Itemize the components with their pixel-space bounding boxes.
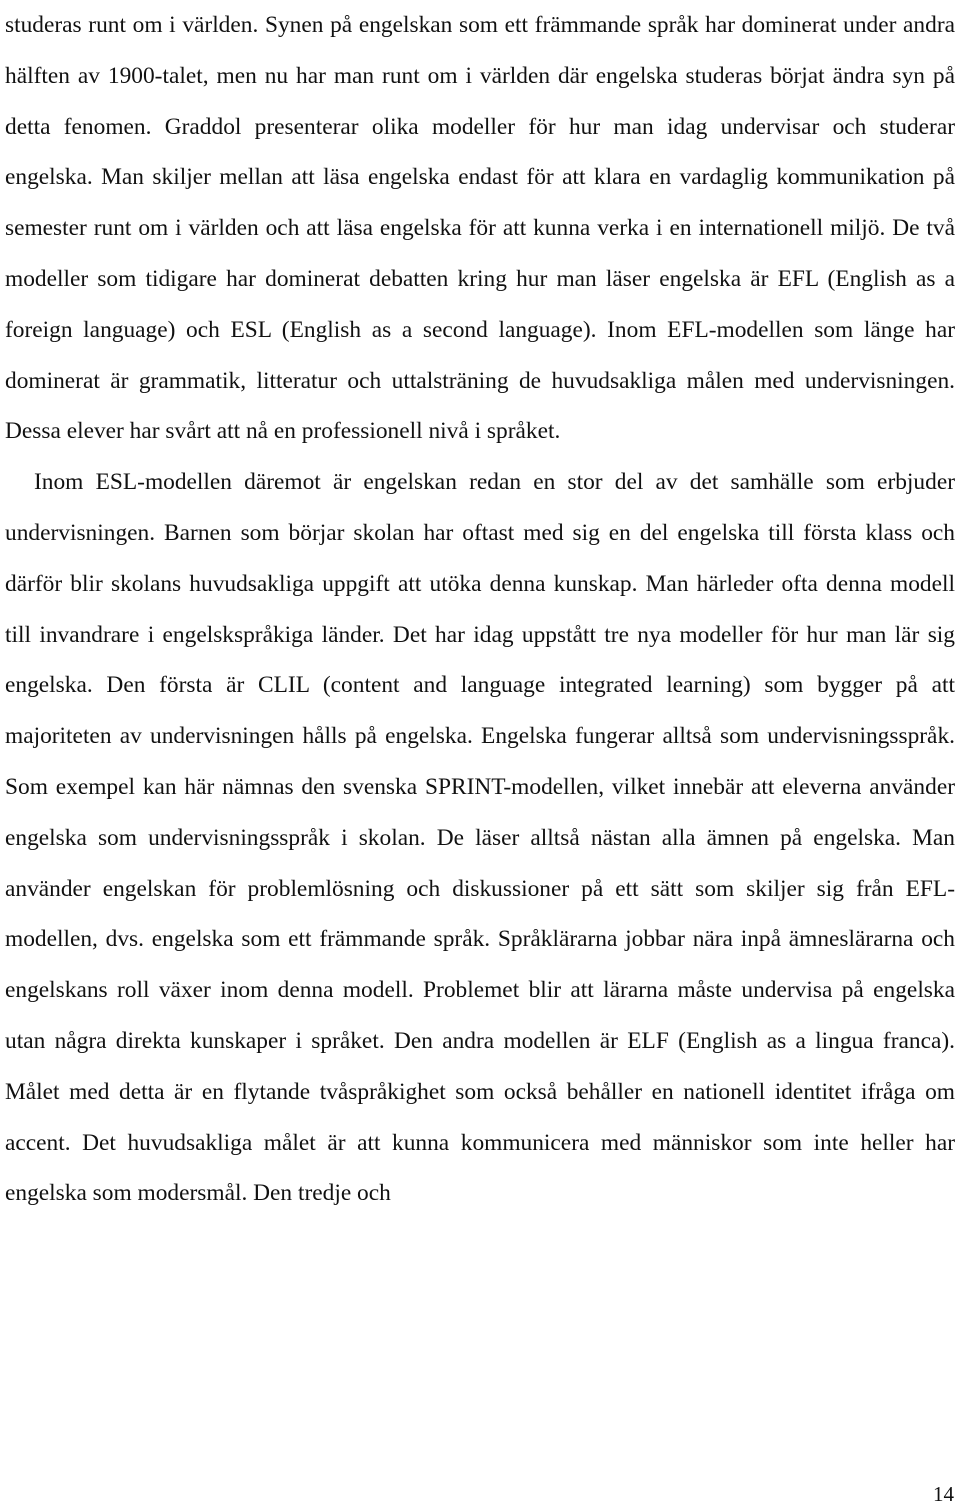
document-page [5,0,955,1219]
paragraph-esl-models: Inom ESL-modellen däremot är engelskan redan en stor del av det samhälle som erbjuder undervisningen. Barnen som börjar skolan har oftast med sig en del engelska till första klass och därför blir skolans huvudsakliga uppgift att utöka denna kunskap. Man härleder ofta denna modell till invandrare i engelskspråkiga länder. Det har idag uppstått tre nya modeller för hur man lär sig engelska. Den första är CLIL (content and language integrated learning) som bygger på att majoriteten av undervisningen hålls på engelska. Engelska fungerar alltså som undervisningsspråk. Som exempel kan här nämnas den svenska SPRINT-modellen, vilket innebär att eleverna använder engelska som undervisningsspråk i skolan. De läser alltså nästan alla ämnen på engelska. Man använder engelskan för problemlösning och diskussioner på ett sätt som skiljer sig från EFL- modellen, dvs. engelska som ett främmande språk. Språklärarna jobbar nära inpå ämneslärarna och engelskans roll växer inom denna modell. Problemet blir att lärarna måste undervisa på engelska utan några direkta kunskaper i språket. Den andra modellen är ELF (English as a lingua franca). Målet med detta är en flytande tvåspråkighet som också behåller en nationell identitet ifråga om accent. Det huvudsakliga målet är att kunna kommunicera med människor som inte heller har engelska som modersmål. Den tredje och [5,469,955,1207]
paragraph-efl-esl-intro: studeras runt om i världen. Synen på engelskan som ett främmande språk har dominerat under andra hälften av 1900-talet, men nu har man runt om i världen där engelska studeras börjat ändra syn på detta fenomen. Graddol presenterar olika modeller för hur man idag undervisar och studerar engelska. Man skiljer mellan att läsa engelska endast för att klara en vardaglig kommunikation på semester runt om i världen och att läsa engelska för att kunna verka i en internationell miljö. De två modeller som tidigare har dominerat debatten kring hur man läser engelska är EFL (English as a foreign language) och ESL (English as a second language). Inom EFL-modellen som länge har dominerat är grammatik, litteratur och uttalsträning de huvudsakliga målen med undervisningen. Dessa elever har svårt att nå en professionell nivå i språket. [5,12,955,445]
page-number: 14 [933,1482,954,1506]
